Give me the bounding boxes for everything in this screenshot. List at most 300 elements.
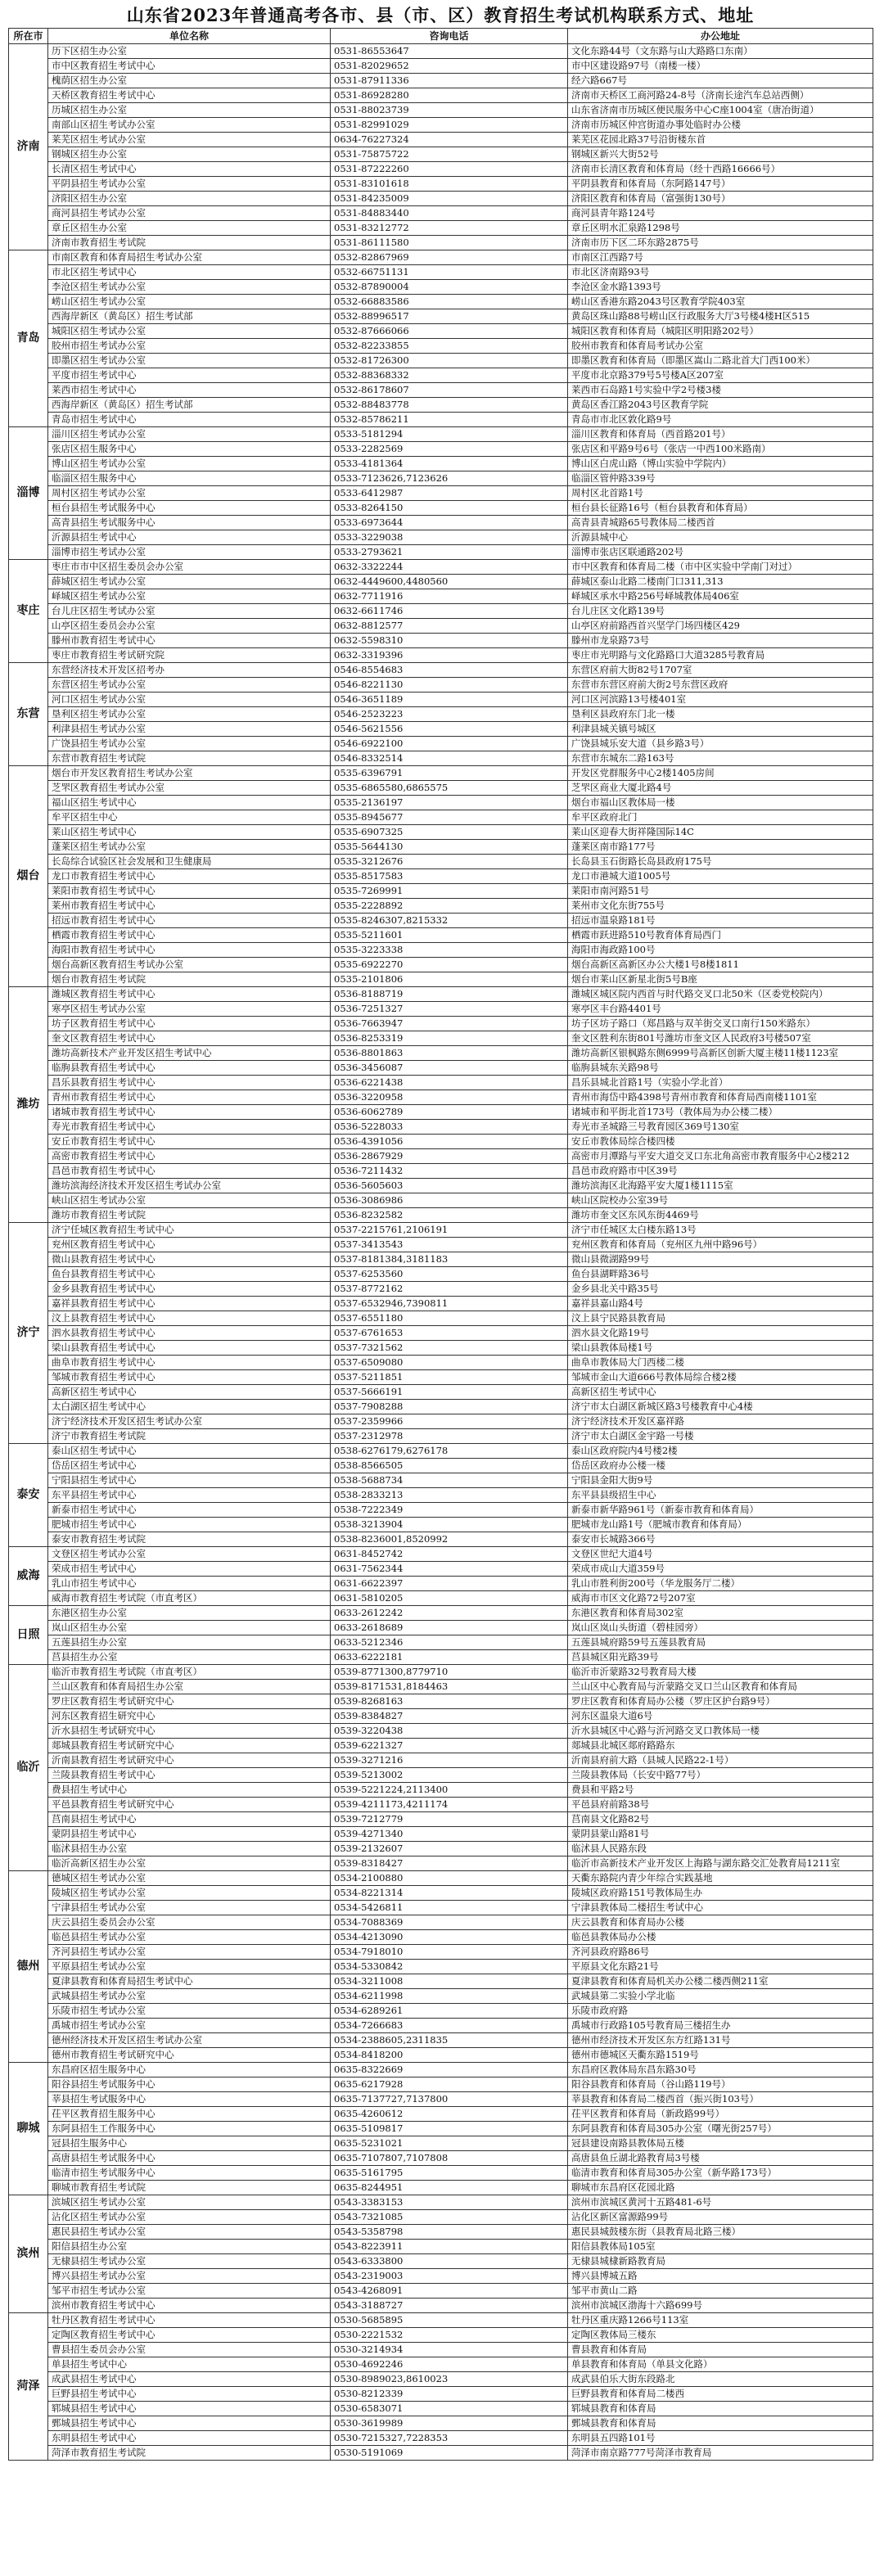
table-row (9, 324, 873, 339)
table-row (9, 1680, 873, 1694)
phone-cell: 0635-8244951 (331, 2181, 568, 2195)
table-row (9, 2431, 873, 2446)
unit-name-cell: 栖霞市教育招生考试中心 (48, 928, 331, 943)
phone-cell: 0531-87222260 (331, 162, 568, 177)
table-row (9, 1356, 873, 1370)
unit-name-cell: 禹城市招生考试办公室 (48, 2019, 331, 2033)
unit-name-cell: 潍城区教育招生考试中心 (48, 987, 331, 1002)
unit-name-cell: 历城区招生办公室 (48, 103, 331, 118)
phone-cell: 0536-8801863 (331, 1046, 568, 1061)
table-row (9, 2048, 873, 2063)
table-row (9, 810, 873, 825)
table-row (9, 74, 873, 88)
address-cell: 周村区北首路1号 (568, 486, 873, 501)
unit-name-cell: 鱼台县教育招生考试中心 (48, 1267, 331, 1282)
address-cell: 泰安市长城路366号 (568, 1532, 873, 1547)
table-row (9, 766, 873, 781)
address-cell: 开发区党群服务中心2楼1405房间 (568, 766, 873, 781)
unit-name-cell: 寿光市教育招生考试中心 (48, 1120, 331, 1135)
table-row (9, 1046, 873, 1061)
address-cell: 河口区河滨路13号楼401室 (568, 692, 873, 707)
table-row (9, 1842, 873, 1856)
table-row (9, 1886, 873, 1901)
phone-cell: 0538-8566505 (331, 1459, 568, 1473)
unit-name-cell: 市中区教育招生考试中心 (48, 59, 331, 74)
address-cell: 曲阜市教体局大门西楼二楼 (568, 1356, 873, 1370)
phone-cell: 0534-7266683 (331, 2019, 568, 2033)
phone-cell: 0634-76227324 (331, 133, 568, 147)
city-cell: 日照 (9, 1606, 48, 1665)
table-row (9, 1076, 873, 1090)
phone-cell: 0539-2132607 (331, 1842, 568, 1856)
unit-name-cell: 长岛综合试验区社会发展和卫生健康局 (48, 855, 331, 869)
address-cell: 河东区温泉大道6号 (568, 1709, 873, 1724)
table-row (9, 2284, 873, 2299)
phone-cell: 0536-8188719 (331, 987, 568, 1002)
unit-name-cell: 临淄区招生服务中心 (48, 471, 331, 486)
phone-cell: 0532-87666066 (331, 324, 568, 339)
address-cell: 曹县教育和体育局 (568, 2343, 873, 2357)
table-row (9, 383, 873, 398)
unit-name-cell: 菏泽市教育招生考试院 (48, 2446, 331, 2461)
city-cell: 烟台 (9, 766, 48, 987)
phone-cell: 0635-7137727,7137800 (331, 2092, 568, 2107)
unit-name-cell: 枣庄市教育招生考试研究院 (48, 648, 331, 663)
address-cell: 峡山区院校办公室39号 (568, 1193, 873, 1208)
unit-name-cell: 山亭区招生委员会办公室 (48, 619, 331, 634)
city-cell: 枣庄 (9, 560, 48, 663)
address-cell: 济宁经济技术开发区嘉祥路 (568, 1414, 873, 1429)
table-row (9, 1400, 873, 1414)
unit-name-cell: 岱岳区招生考试中心 (48, 1459, 331, 1473)
city-cell: 菏泽 (9, 2313, 48, 2461)
phone-cell: 0533-2793621 (331, 545, 568, 560)
address-cell: 昌邑市政府路市中区39号 (568, 1164, 873, 1179)
city-cell: 威海 (9, 1547, 48, 1606)
unit-name-cell: 东营经济技术开发区招考办 (48, 663, 331, 678)
unit-name-cell: 沂源县招生考试中心 (48, 530, 331, 545)
city-cell: 聊城 (9, 2063, 48, 2195)
unit-name-cell: 济宁经济技术开发区招生考试办公室 (48, 1414, 331, 1429)
contact-table (8, 28, 873, 2461)
unit-name-cell: 莱阳市教育招生考试中心 (48, 884, 331, 899)
phone-cell: 0532-88368332 (331, 368, 568, 383)
address-cell: 沂南县府前大路（县城人民路22-1号） (568, 1753, 873, 1768)
address-cell: 张店区和平路9号6号（张店一中西100米路南） (568, 442, 873, 457)
address-cell: 临朐县城东关路98号 (568, 1061, 873, 1076)
unit-name-cell: 烟台市教育招生考试院 (48, 972, 331, 987)
unit-name-cell: 东昌府区招生服务中心 (48, 2063, 331, 2077)
address-cell: 蒙阴县蒙山路81号 (568, 1827, 873, 1842)
table-row (9, 2240, 873, 2254)
table-row (9, 2313, 873, 2328)
phone-cell: 0536-3220958 (331, 1090, 568, 1105)
unit-name-cell: 文登区招生考试办公室 (48, 1547, 331, 1562)
table-row (9, 1635, 873, 1650)
table-row (9, 1031, 873, 1046)
address-cell: 兖州区教育和体育局（兖州区九州中路96号） (568, 1238, 873, 1252)
table-row (9, 221, 873, 236)
phone-cell: 0538-5688734 (331, 1473, 568, 1488)
phone-cell: 0530-5191069 (331, 2446, 568, 2461)
table-row (9, 987, 873, 1002)
address-cell: 平度市北京路379号5号楼A区207室 (568, 368, 873, 383)
address-cell: 郓城县教育和体育局 (568, 2402, 873, 2416)
phone-cell: 0538-6276179,6276178 (331, 1444, 568, 1459)
address-cell: 牡丹区重庆路1266号113室 (568, 2313, 873, 2328)
unit-name-cell: 崂山区招生考试办公室 (48, 295, 331, 309)
unit-name-cell: 定陶区教育招生考试中心 (48, 2328, 331, 2343)
unit-name-cell: 费县招生考试中心 (48, 1783, 331, 1798)
address-cell: 广饶县城乐安大道（县乡路3号） (568, 737, 873, 751)
unit-name-cell: 陵城区招生考试办公室 (48, 1886, 331, 1901)
unit-name-cell: 平度市招生考试中心 (48, 368, 331, 383)
table-row (9, 2151, 873, 2166)
unit-name-cell: 泰安市教育招生考试院 (48, 1532, 331, 1547)
unit-name-cell: 邹城市教育招生考试中心 (48, 1370, 331, 1385)
phone-cell: 0539-8268163 (331, 1694, 568, 1709)
unit-name-cell: 潍坊市教育招生考试院 (48, 1208, 331, 1223)
phone-cell: 0530-8989023,8610023 (331, 2372, 568, 2387)
unit-name-cell: 胶州市招生考试办公室 (48, 339, 331, 354)
unit-name-cell: 聊城市教育招生考试院 (48, 2181, 331, 2195)
unit-name-cell: 乐陵市招生考试办公室 (48, 2004, 331, 2019)
unit-name-cell: 淄博市招生考试办公室 (48, 545, 331, 560)
phone-cell: 0632-8812577 (331, 619, 568, 634)
table-row (9, 943, 873, 958)
table-row (9, 280, 873, 295)
unit-name-cell: 阳谷县招生考试服务中心 (48, 2077, 331, 2092)
phone-cell: 0537-8181384,3181183 (331, 1252, 568, 1267)
address-cell: 天衢东路院内青少年综合实践基地 (568, 1871, 873, 1886)
table-row (9, 1193, 873, 1208)
unit-name-cell: 平邑县教育招生考试研究中心 (48, 1798, 331, 1812)
address-cell: 寿光市圣城路三号教育园区369号130室 (568, 1120, 873, 1135)
phone-cell: 0535-8517583 (331, 869, 568, 884)
phone-cell: 0530-3619989 (331, 2416, 568, 2431)
phone-cell: 0537-7908288 (331, 1400, 568, 1414)
address-cell: 临邑县教体局办公楼 (568, 1930, 873, 1945)
unit-name-cell: 莒县招生办公室 (48, 1650, 331, 1665)
unit-name-cell: 天桥区教育招生考试中心 (48, 88, 331, 103)
address-cell: 安丘市教体局综合楼四楼 (568, 1135, 873, 1149)
phone-cell: 0635-8322669 (331, 2063, 568, 2077)
phone-cell: 0530-3214934 (331, 2343, 568, 2357)
address-cell: 巨野县教育和体育局二楼西 (568, 2387, 873, 2402)
address-cell: 单县教育和体育局（单县文化路） (568, 2357, 873, 2372)
table-row (9, 2033, 873, 2048)
address-cell: 邹平市黄山二路 (568, 2284, 873, 2299)
phone-cell: 0546-8554683 (331, 663, 568, 678)
address-cell: 肥城市龙山路1号（肥城市教育和体育局） (568, 1518, 873, 1532)
address-cell: 李沧区金水路1393号 (568, 280, 873, 295)
unit-name-cell: 东阿县招生工作服务中心 (48, 2122, 331, 2136)
table-row (9, 471, 873, 486)
phone-cell: 0536-3456087 (331, 1061, 568, 1076)
unit-name-cell: 章丘区招生办公室 (48, 221, 331, 236)
address-cell: 潍城区城区院内西首与时代路交叉口北50米（区委党校院内） (568, 987, 873, 1002)
city-cell: 滨州 (9, 2195, 48, 2313)
address-cell: 即墨区教育和体育局（即墨区嵩山二路北首大门西100米） (568, 354, 873, 368)
address-cell: 沂源县城中心 (568, 530, 873, 545)
table-row (9, 398, 873, 413)
table-row (9, 250, 873, 265)
phone-cell: 0530-6583071 (331, 2402, 568, 2416)
unit-name-cell: 烟台高新区教育招生考试办公室 (48, 958, 331, 972)
unit-name-cell: 利津县招生考试办公室 (48, 722, 331, 737)
table-row (9, 707, 873, 722)
page-title: 山东省2023年普通高考各市、县（市、区）教育招生考试机构联系方式、地址 (126, 5, 755, 25)
table-row (9, 678, 873, 692)
unit-name-cell: 莱州市教育招生考试中心 (48, 899, 331, 914)
unit-name-cell: 昌乐县教育招生考试中心 (48, 1076, 331, 1090)
phone-cell: 0546-8221130 (331, 678, 568, 692)
table-row (9, 1149, 873, 1164)
address-cell: 黄岛区珠山路88号崂山区行政服务大厅3号楼4楼H区515 (568, 309, 873, 324)
table-row (9, 309, 873, 324)
unit-name-cell: 微山县教育招生考试中心 (48, 1252, 331, 1267)
unit-name-cell: 西海岸新区（黄岛区）招生考试部 (48, 398, 331, 413)
table-row (9, 1120, 873, 1135)
phone-cell: 0546-5621556 (331, 722, 568, 737)
unit-name-cell: 冠县招生服务中心 (48, 2136, 331, 2151)
phone-cell: 0633-5212346 (331, 1635, 568, 1650)
address-cell: 东港区教育和体育局302室 (568, 1606, 873, 1621)
phone-cell: 0537-7321562 (331, 1341, 568, 1356)
table-row (9, 575, 873, 589)
phone-cell: 0532-86178607 (331, 383, 568, 398)
table-row (9, 692, 873, 707)
address-cell: 济宁市太白湖区新城区路3号楼教育中心4楼 (568, 1400, 873, 1414)
unit-name-cell: 阳信县招生办公室 (48, 2240, 331, 2254)
table-row (9, 2166, 873, 2181)
address-cell: 成武县伯乐大街东段路北 (568, 2372, 873, 2387)
address-cell: 青岛市市北区敦化路9号 (568, 413, 873, 427)
unit-name-cell: 济宁任城区教育招生考试中心 (48, 1223, 331, 1238)
address-cell: 宁阳县金阳大街9号 (568, 1473, 873, 1488)
header-city: 所在市 (9, 29, 48, 44)
phone-cell: 0534-3211008 (331, 1974, 568, 1989)
address-cell: 东营市东城东二路163号 (568, 751, 873, 766)
address-cell: 长岛县玉石街路长岛县政府175号 (568, 855, 873, 869)
phone-cell: 0533-6973644 (331, 516, 568, 530)
phone-cell: 0535-6922270 (331, 958, 568, 972)
table-row (9, 1812, 873, 1827)
phone-cell: 0531-82029652 (331, 59, 568, 74)
unit-name-cell: 龙口市教育招生考试中心 (48, 869, 331, 884)
table-row (9, 1591, 873, 1606)
phone-cell: 0537-2215761,2106191 (331, 1223, 568, 1238)
unit-name-cell: 邹平市招生考试办公室 (48, 2284, 331, 2299)
phone-cell: 0532-88483778 (331, 398, 568, 413)
address-cell: 青州市海岱中路4398号青州市教育和体育局西南楼1101室 (568, 1090, 873, 1105)
table-row (9, 1989, 873, 2004)
phone-cell: 0531-84235009 (331, 192, 568, 206)
phone-cell: 0536-8253319 (331, 1031, 568, 1046)
address-cell: 金乡县北关中路35号 (568, 1282, 873, 1297)
unit-name-cell: 梁山县教育招生考试中心 (48, 1341, 331, 1356)
unit-name-cell: 招远市教育招生考试中心 (48, 914, 331, 928)
address-cell: 济南市天桥区工商河路24-8号（济南长途汽车总站西侧） (568, 88, 873, 103)
phone-cell: 0635-5161795 (331, 2166, 568, 2181)
table-row (9, 206, 873, 221)
address-cell: 岱岳区政府办公楼一楼 (568, 1459, 873, 1473)
address-cell: 莱阳市南河路51号 (568, 884, 873, 899)
table-row (9, 2357, 873, 2372)
address-cell: 章丘区明水汇泉路1298号 (568, 221, 873, 236)
table-row (9, 1017, 873, 1031)
table-row (9, 88, 873, 103)
table-row (9, 545, 873, 560)
unit-name-cell: 乳山市招生考试中心 (48, 1577, 331, 1591)
phone-cell: 0535-3223338 (331, 943, 568, 958)
address-cell: 费县和平路2号 (568, 1783, 873, 1798)
table-row (9, 516, 873, 530)
table-row (9, 869, 873, 884)
address-cell: 东阿县教育和体育局305办公室（曙光街257号） (568, 2122, 873, 2136)
address-cell: 罗庄区教育和体育局办公楼（罗庄区护台路9号） (568, 1694, 873, 1709)
address-cell: 海阳市海政路100号 (568, 943, 873, 958)
city-cell: 济宁 (9, 1223, 48, 1444)
table-row (9, 103, 873, 118)
address-cell: 枣庄市光明路与文化路路口大道3285号教育局 (568, 648, 873, 663)
address-cell: 临沂市沂蒙路32号教育局大楼 (568, 1665, 873, 1680)
phone-cell: 0537-3413543 (331, 1238, 568, 1252)
address-cell: 新泰市新华路961号（新泰市教育和体育局） (568, 1503, 873, 1518)
unit-name-cell: 潍坊滨海经济技术开发区招生考试办公室 (48, 1179, 331, 1193)
address-cell: 济南市长清区教育和体育局（经十西路16666号） (568, 162, 873, 177)
address-cell: 沾化区新区富源路99号 (568, 2210, 873, 2225)
unit-name-cell: 市北区招生考试中心 (48, 265, 331, 280)
address-cell: 汶上县宁民路县教育局 (568, 1311, 873, 1326)
phone-cell: 0546-6922100 (331, 737, 568, 751)
address-cell: 梁山县教体局楼1号 (568, 1341, 873, 1356)
unit-name-cell: 东明县招生考试中心 (48, 2431, 331, 2446)
phone-cell: 0533-5181294 (331, 427, 568, 442)
table-row (9, 2343, 873, 2357)
table-row (9, 2004, 873, 2019)
phone-cell: 0537-6509080 (331, 1356, 568, 1370)
address-cell: 烟台市莱山区新星北街5号B座 (568, 972, 873, 987)
table-row (9, 2181, 873, 2195)
address-cell: 招远市温泉路181号 (568, 914, 873, 928)
address-cell: 兰山区中心教育局与沂蒙路交叉口兰山区教育和体育局 (568, 1680, 873, 1694)
unit-name-cell: 郓城县招生考试中心 (48, 2402, 331, 2416)
phone-cell: 0531-83101618 (331, 177, 568, 192)
phone-cell: 0537-5211851 (331, 1370, 568, 1385)
table-row (9, 1297, 873, 1311)
phone-cell: 0536-3086986 (331, 1193, 568, 1208)
table-row (9, 2254, 873, 2269)
unit-name-cell: 淄川区招生考试办公室 (48, 427, 331, 442)
address-cell: 烟台市福山区教体局一楼 (568, 796, 873, 810)
table-row (9, 1267, 873, 1282)
unit-name-cell: 牡丹区教育招生考试中心 (48, 2313, 331, 2328)
phone-cell: 0539-8384827 (331, 1709, 568, 1724)
table-row (9, 1223, 873, 1238)
phone-cell: 0631-8452742 (331, 1547, 568, 1562)
table-row (9, 1459, 873, 1473)
phone-cell: 0535-8945677 (331, 810, 568, 825)
address-cell: 夏津县教育和体育局机关办公楼二楼西侧211室 (568, 1974, 873, 1989)
table-row (9, 1783, 873, 1798)
address-cell: 潍坊市奎文区东风东街4469号 (568, 1208, 873, 1223)
phone-cell: 0532-82867969 (331, 250, 568, 265)
table-row (9, 1739, 873, 1753)
address-cell: 德州市德城区天衢东路1519号 (568, 2048, 873, 2063)
address-cell: 东昌府区教体局东昌东路30号 (568, 2063, 873, 2077)
address-cell: 兰陵县教体局（长安中路77号） (568, 1768, 873, 1783)
phone-cell: 0533-3229038 (331, 530, 568, 545)
unit-name-cell: 蒙阴县招生考试中心 (48, 1827, 331, 1842)
phone-cell: 0537-6761653 (331, 1326, 568, 1341)
address-cell: 禹城市行政路105号教育局三楼招生办 (568, 2019, 873, 2033)
address-cell: 冠县建设南路县教体局五楼 (568, 2136, 873, 2151)
table-row (9, 1798, 873, 1812)
unit-name-cell: 昌邑市教育招生考试中心 (48, 1164, 331, 1179)
address-cell: 山东省济南市历城区便民服务中心C座1004室（唐冶街道） (568, 103, 873, 118)
unit-name-cell: 海阳市教育招生考试中心 (48, 943, 331, 958)
unit-name-cell: 牟平区招生中心 (48, 810, 331, 825)
table-row (9, 914, 873, 928)
unit-name-cell: 桓台县招生考试服务中心 (48, 501, 331, 516)
unit-name-cell: 广饶县招生考试办公室 (48, 737, 331, 751)
phone-cell: 0546-2523223 (331, 707, 568, 722)
table-row (9, 457, 873, 471)
city-cell: 德州 (9, 1871, 48, 2063)
table-row (9, 501, 873, 516)
unit-name-cell: 临清市招生考试服务中心 (48, 2166, 331, 2181)
city-cell: 东营 (9, 663, 48, 766)
unit-name-cell: 鄄城县招生考试中心 (48, 2416, 331, 2431)
phone-cell: 0633-2618689 (331, 1621, 568, 1635)
unit-name-cell: 西海岸新区（黄岛区）招生考试部 (48, 309, 331, 324)
phone-cell: 0543-4268091 (331, 2284, 568, 2299)
unit-name-cell: 宁津县招生考试办公室 (48, 1901, 331, 1915)
table-row (9, 884, 873, 899)
table-row (9, 1532, 873, 1547)
unit-name-cell: 台儿庄区招生考试办公室 (48, 604, 331, 619)
table-row (9, 1562, 873, 1577)
table-row (9, 825, 873, 840)
table-row (9, 1606, 873, 1621)
unit-name-cell: 泗水县教育招生考试中心 (48, 1326, 331, 1341)
unit-name-cell: 博山区招生考试办公室 (48, 457, 331, 471)
phone-cell: 0536-5228033 (331, 1120, 568, 1135)
address-cell: 山亭区府前路西首兴坚学门场四楼区429 (568, 619, 873, 634)
phone-cell: 0536-2867929 (331, 1149, 568, 1164)
phone-cell: 0530-2221532 (331, 2328, 568, 2343)
phone-cell: 0534-8418200 (331, 2048, 568, 2063)
unit-name-cell: 奎文区教育招生考试中心 (48, 1031, 331, 1046)
phone-cell: 0533-4181364 (331, 457, 568, 471)
unit-name-cell: 宁阳县招生考试中心 (48, 1473, 331, 1488)
unit-name-cell: 福山区招生考试中心 (48, 796, 331, 810)
address-cell: 郯城县北城区郯府路路东 (568, 1739, 873, 1753)
table-row (9, 295, 873, 309)
phone-cell: 0536-6062789 (331, 1105, 568, 1120)
phone-cell: 0532-82233855 (331, 339, 568, 354)
phone-cell: 0543-2319003 (331, 2269, 568, 2284)
phone-cell: 0539-8771300,8779710 (331, 1665, 568, 1680)
phone-cell: 0535-2101806 (331, 972, 568, 987)
address-cell: 定陶区教体局三楼东 (568, 2328, 873, 2343)
unit-name-cell: 莱芜区招生考试办公室 (48, 133, 331, 147)
table-row (9, 1856, 873, 1871)
table-row (9, 899, 873, 914)
unit-name-cell: 庆云县招生委员会办公室 (48, 1915, 331, 1930)
address-cell: 商河县青年路124号 (568, 206, 873, 221)
